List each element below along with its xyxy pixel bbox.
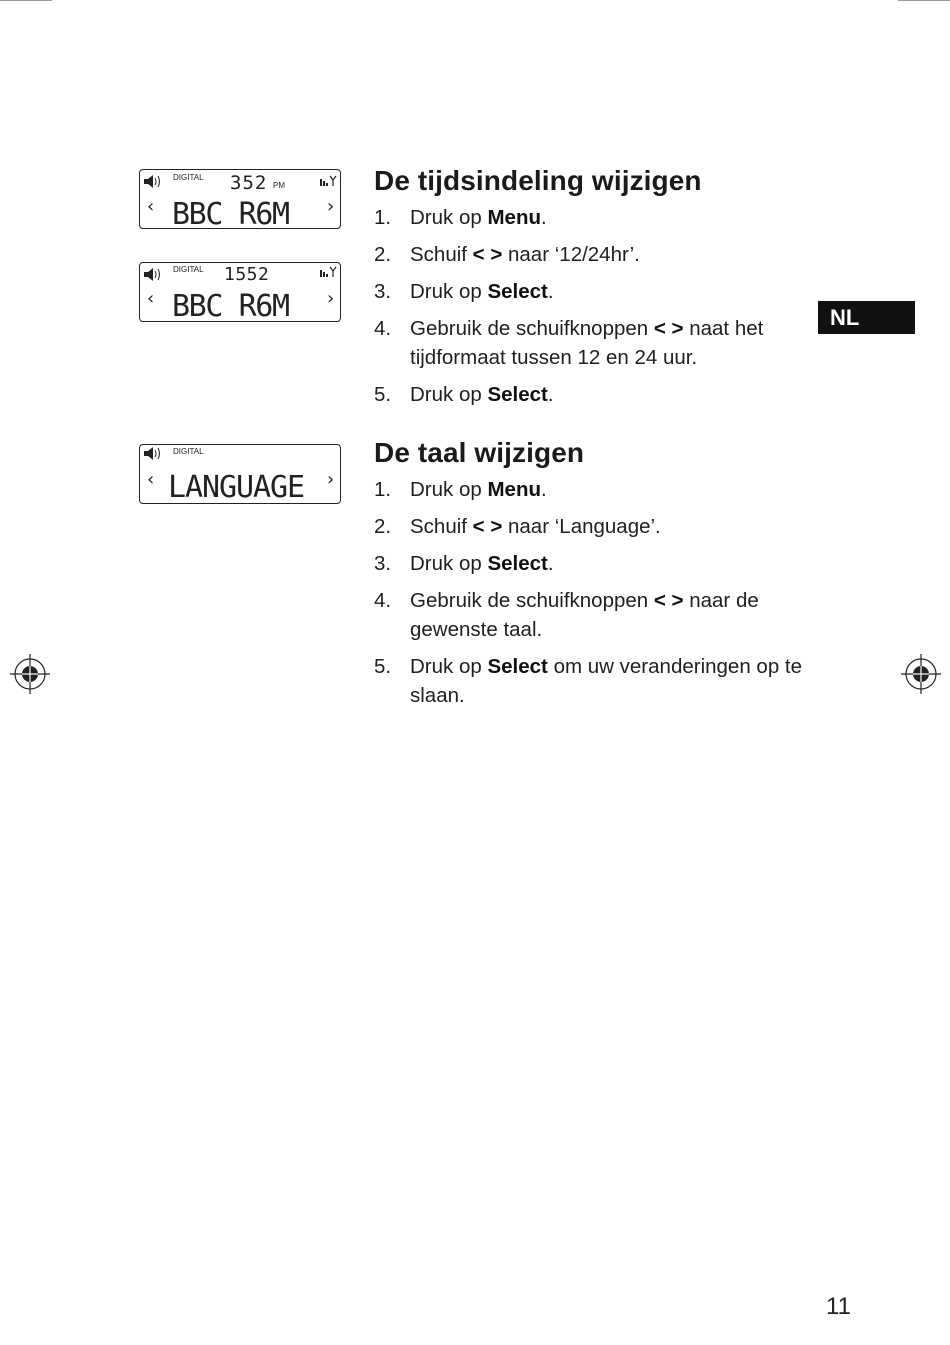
section-title: De tijdsindeling wijzigen — [374, 165, 702, 196]
station-name: BBC R6M — [172, 289, 292, 323]
right-arrow: › — [327, 288, 335, 309]
left-arrow: ‹ — [147, 469, 155, 490]
left-arrow: ‹ — [147, 288, 155, 309]
step-item: 2. Schuif < > naar ‘Language’. — [374, 515, 661, 538]
speaker-icon — [144, 447, 160, 460]
registration-mark-icon — [901, 654, 941, 694]
step-item: 4. Gebruik de schuifknoppen < > naar de gewenste taal. — [374, 589, 759, 641]
crop-mark-top-left — [0, 0, 52, 1]
section-title: De taal wijzigen — [374, 437, 585, 468]
lcd-display-language — [139, 444, 341, 504]
section-time-format — [374, 165, 814, 417]
ampm-label: PM — [273, 181, 285, 190]
right-arrow: › — [327, 469, 335, 490]
station-name: BBC R6M — [172, 197, 292, 230]
step-item: 4. Gebruik de schuifknoppen < > naat het tijdformaat tussen 12 en 24 uur. — [374, 317, 764, 369]
step-list — [374, 475, 814, 710]
speaker-icon — [144, 175, 160, 188]
lcd-display-time-12h — [139, 169, 341, 229]
digital-label: DIGITAL — [173, 265, 204, 274]
right-arrow: › — [327, 196, 335, 217]
left-arrow: ‹ — [147, 196, 155, 217]
signal-icon — [320, 176, 336, 186]
section-language — [374, 437, 814, 718]
digital-label: DIGITAL — [173, 173, 204, 182]
digital-label: DIGITAL — [173, 447, 204, 456]
page-number: 11 — [826, 1293, 851, 1320]
time-readout: 352 — [230, 172, 268, 194]
step-item: 1. Druk op Menu. — [374, 478, 547, 501]
step-list — [374, 203, 814, 409]
speaker-icon — [144, 268, 160, 281]
time-readout: 1552 — [224, 264, 270, 285]
menu-item-name: LANGUAGE — [168, 470, 306, 505]
step-item: 3. Druk op Select. — [374, 280, 554, 303]
registration-mark-icon — [10, 654, 50, 694]
signal-icon — [320, 267, 336, 277]
step-item: 5. Druk op Select om uw veranderingen op te slaan. — [374, 655, 803, 707]
step-item: 2. Schuif < > naar ‘12/24hr’. — [374, 243, 640, 266]
language-tab: NL — [818, 301, 915, 334]
step-item: 5. Druk op Select. — [374, 383, 554, 406]
crop-mark-top-right — [898, 0, 950, 1]
step-item: 1. Druk op Menu. — [374, 206, 547, 229]
lcd-display-time-24h — [139, 262, 341, 322]
step-item: 3. Druk op Select. — [374, 552, 554, 575]
